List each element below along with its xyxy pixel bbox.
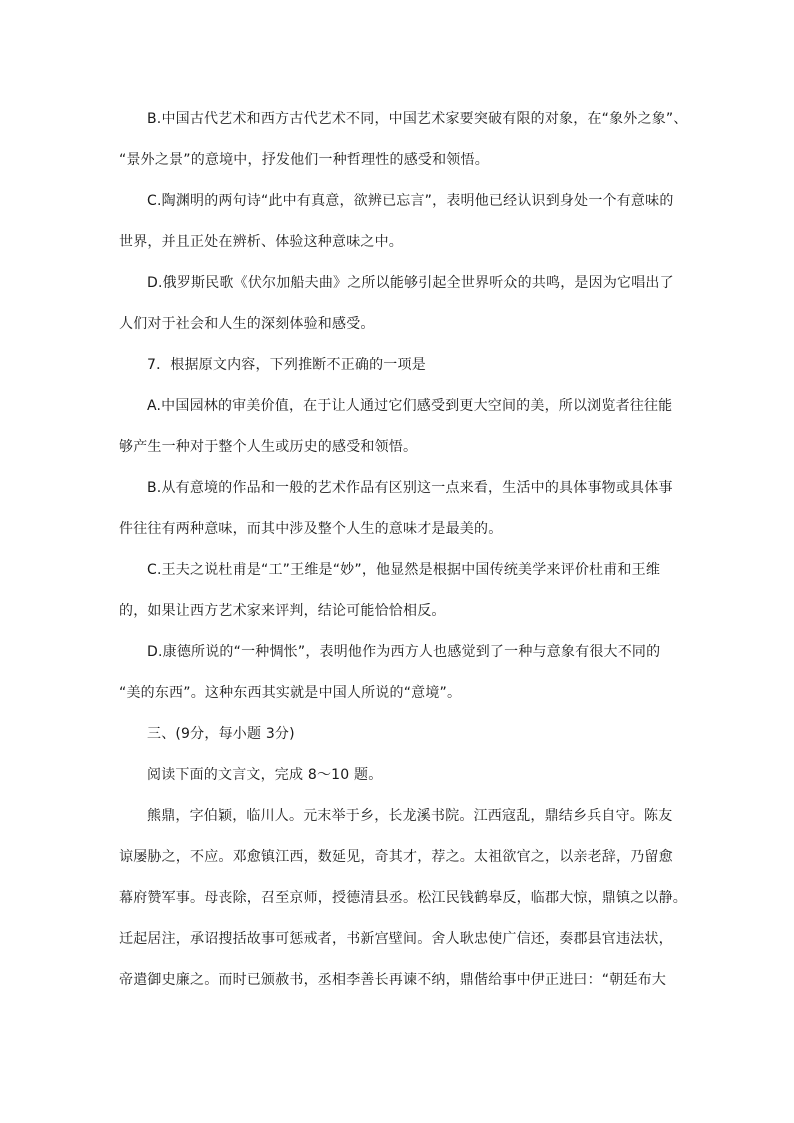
text-line: 幕府赞军事。母丧除，召至京师，授德清县丞。松江民钱鹤皋反，临郡大惊，鼎镇之以静。 [119,890,687,906]
text-line: D.俄罗斯民歌《伏尔加船夫曲》之所以能够引起全世界听众的共鸣，是因为它唱出了 [147,275,674,291]
text-line: 迁起居注，承诏搜括故事可惩戒者，书新宫壁间。舍人耿忠使广信还，奏郡县官违法状， [119,931,673,947]
text-line: D.康德所说的“一种惆怅”，表明他作为西方人也感觉到了一种与意象有很大不同的 [147,644,661,660]
text-line: “景外之景”的意境中，抒发他们一种哲理性的感受和领悟。 [119,152,489,168]
question-heading: 7．根据原文内容，下列推断不正确的一项是 [147,357,426,373]
text-line: A.中国园林的审美价值，在于让人通过它们感受到更大空间的美，所以浏览者往往能 [147,398,673,414]
text-line: 人们对于社会和人生的深刻体验和感受。 [119,316,375,332]
text-line: “美的东西”。这种东西其实就是中国人所说的“意境”。 [119,685,462,701]
text-line: 帝遣御史廉之。而时已颁赦书，丞相李善长再谏不纳，鼎偕给事中伊正进曰：“朝廷布大 [119,972,667,988]
text-line: 的，如果让西方艺术家来评判，结论可能恰恰相反。 [119,603,446,619]
text-line: 谅屡胁之，不应。邓愈镇江西，数延见，奇其才，荐之。太祖欲官之，以亲老辞，乃留愈 [119,849,673,865]
text-line: 够产生一种对于整个人生或历史的感受和领悟。 [119,439,418,455]
text-line: 件往往有两种意味，而其中涉及整个人生的意味才是最美的。 [119,521,503,537]
instruction-line: 阅读下面的文言文，完成 8～10 题。 [147,767,383,783]
section-heading: 三、(9分，每小题 3分) [147,726,295,742]
text-line: B.从有意境的作品和一般的艺术作品有区别这一点来看，生活中的具体事物或具体事 [147,480,673,496]
text-line: B.中国古代艺术和西方古代艺术不同，中国艺术家要突破有限的对象，在“象外之象”、 [147,111,688,127]
text-line: 世界，并且正处在辨析、体验这种意味之中。 [119,234,403,250]
text-line: C.王夫之说杜甫是“工”王维是“妙”，他显然是根据中国传统美学来评价杜甫和王维 [147,562,661,578]
text-line: 熊鼎，字伯颖，临川人。元末举于乡，长龙溪书院。江西寇乱，鼎结乡兵自守。陈友 [147,808,673,824]
text-line: C.陶渊明的两句诗“此中有真意，欲辨已忘言”，表明他已经认识到身处一个有意味的 [147,193,674,209]
